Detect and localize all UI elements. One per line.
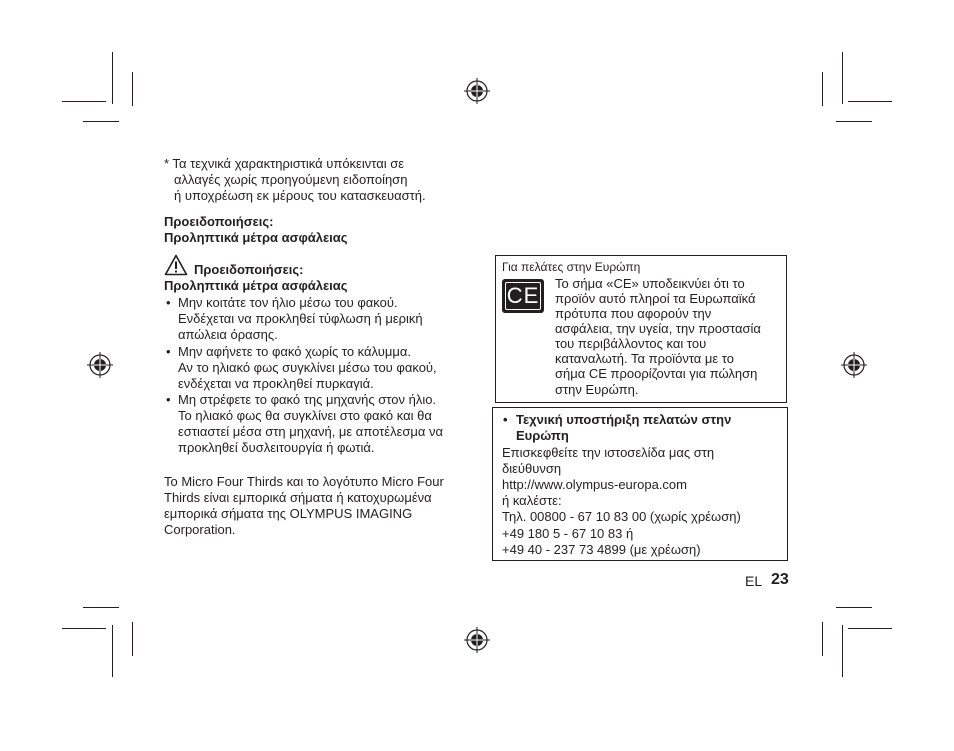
ce-logo-text: CE bbox=[506, 283, 540, 308]
warnings-heading-line2: Προληπτικά μέτρα ασφάλειας bbox=[164, 230, 348, 245]
page-number: 23 bbox=[771, 571, 789, 588]
footnote-line: * Τα τεχνικά χαρακτηριστικά υπόκεινται σε bbox=[164, 156, 405, 171]
ce-line: του περιβάλλοντος και του bbox=[555, 336, 707, 351]
ce-logo bbox=[502, 279, 544, 313]
support-phone: +49 40 - 237 73 4899 (με χρέωση) bbox=[502, 542, 701, 557]
bullet-line: προκληθεί δυσλειτουργία ή φωτιά. bbox=[178, 440, 375, 455]
support-title-line1: Τεχνική υποστήριξη πελατών στην bbox=[516, 412, 732, 427]
support-url: http://www.olympus-europa.com bbox=[502, 477, 687, 492]
bullet-line: Αν το ηλιακό φως συγκλίνει μέσω του φακού, bbox=[178, 360, 437, 375]
warnings-heading-line1: Προειδοποιήσεις: bbox=[164, 214, 274, 229]
ce-line: καταναλωτή. Τα προϊόντα με το bbox=[555, 351, 734, 366]
footnote-line: αλλαγές χωρίς προηγούμενη ειδοποίηση bbox=[174, 172, 408, 187]
ce-line: στην Ευρώπη. bbox=[555, 382, 639, 397]
bullet-line: απώλεια όρασης. bbox=[178, 327, 278, 342]
registration-mark-left-icon bbox=[87, 352, 113, 378]
bullet-line: Μην αφήνετε το φακό χωρίς το κάλυμμα. bbox=[178, 344, 411, 359]
trademark-line: Corporation. bbox=[164, 522, 236, 537]
support-line: Επισκεφθείτε την ιστοσελίδα μας στη bbox=[502, 445, 715, 460]
bullet-dot: • bbox=[503, 412, 508, 427]
ce-line: σήμα CE προορίζονται για πώληση bbox=[555, 366, 758, 381]
caution-title: Προειδοποιήσεις: bbox=[194, 262, 304, 277]
support-line: διεύθυνση bbox=[502, 461, 562, 476]
ce-line: προϊόν αυτό πληροί τα Ευρωπαϊκά bbox=[555, 291, 756, 306]
bullet-line: ενδέχεται να προκληθεί πυρκαγιά. bbox=[178, 376, 374, 391]
ce-box-header: Για πελάτες στην Ευρώπη bbox=[502, 260, 641, 274]
bullet-line: Μη στρέφετε το φακό της μηχανής στον ήλιο. bbox=[178, 392, 437, 407]
support-title-line2: Ευρώπη bbox=[516, 428, 569, 443]
bullet-dot: • bbox=[166, 392, 171, 407]
caution-subtitle: Προληπτικά μέτρα ασφάλειας bbox=[164, 278, 348, 293]
page-language: EL bbox=[745, 573, 763, 589]
bullet-dot: • bbox=[166, 344, 171, 359]
registration-mark-right-icon bbox=[841, 352, 867, 378]
footnote-line: ή υποχρέωση εκ μέρους του κατασκευαστή. bbox=[174, 188, 426, 203]
trademark-line: Το Micro Four Thirds και το λογότυπο Micro Four bbox=[164, 474, 444, 489]
bullet-line: Μην κοιτάτε τον ήλιο μέσω του φακού. bbox=[178, 295, 398, 310]
warning-triangle-icon bbox=[164, 254, 188, 276]
bullet-line: εστιαστεί μέσα στη μηχανή, με αποτέλεσμα να bbox=[178, 424, 444, 439]
bullet-line: Ενδέχεται να προκληθεί τύφλωση ή μερική bbox=[178, 311, 423, 326]
registration-mark-top-icon bbox=[464, 78, 490, 104]
trademark-line: εμπορικά σήματα της OLYMPUS IMAGING bbox=[164, 506, 413, 521]
registration-mark-bottom-icon bbox=[464, 627, 490, 653]
bullet-line: Το ηλιακό φως θα συγκλίνει στο φακό και θα bbox=[178, 408, 432, 423]
ce-line: Το σήμα «CE» υποδεικνύει ότι το bbox=[555, 276, 745, 291]
ce-line: ασφάλεια, την υγεία, την προστασία bbox=[555, 321, 761, 336]
bullet-dot: • bbox=[166, 295, 171, 310]
support-phone: +49 180 5 - 67 10 83 ή bbox=[502, 526, 634, 541]
support-line: ή καλέστε: bbox=[502, 493, 562, 508]
support-phone: Τηλ. 00800 - 67 10 83 00 (χωρίς χρέωση) bbox=[502, 509, 741, 524]
trademark-line: Thirds είναι εμπορικά σήματα ή κατοχυρωμένα bbox=[164, 490, 432, 505]
ce-line: πρότυπα που αφορούν την bbox=[555, 306, 712, 321]
